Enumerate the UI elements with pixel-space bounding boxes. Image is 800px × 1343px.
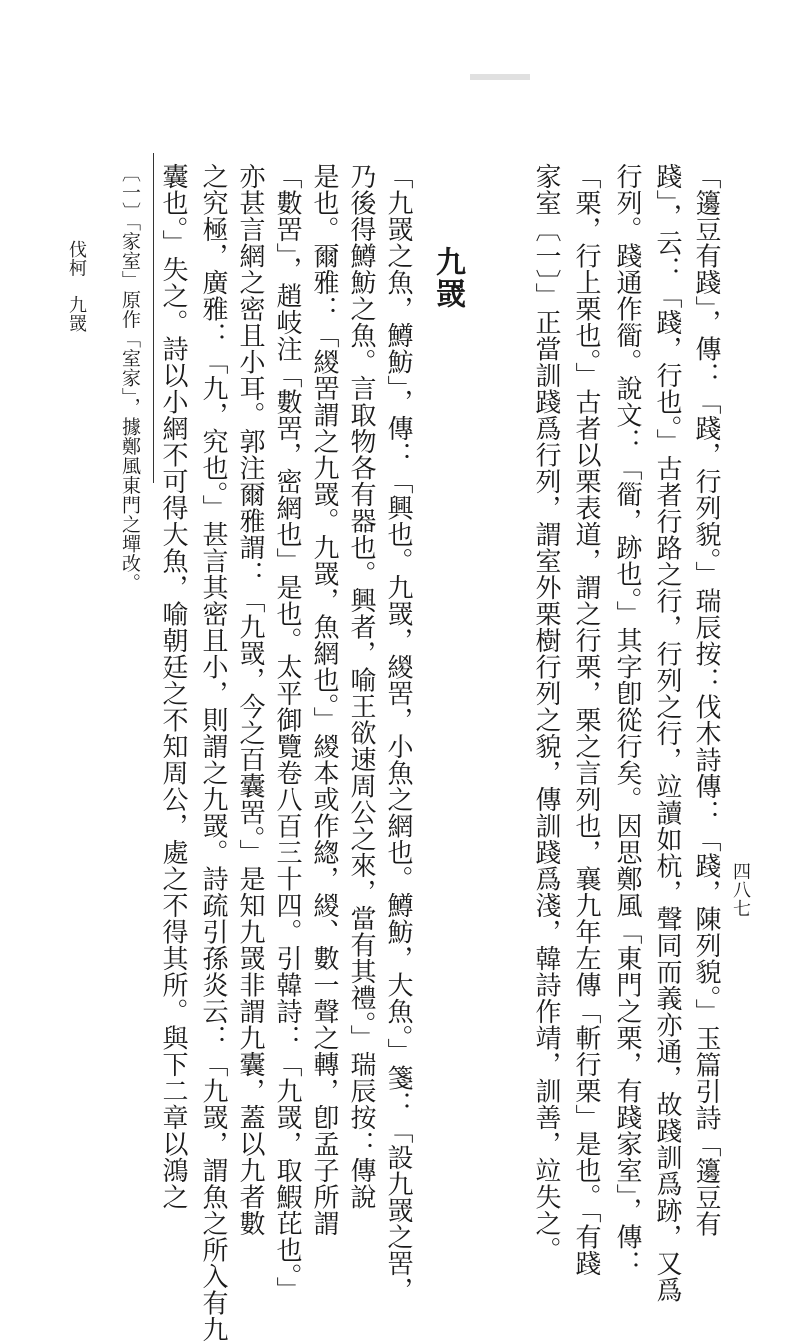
text-column: 亦甚言網之密且小耳。郭注爾雅謂：「九罭，今之百囊罟。」是知九罭非謂九囊，蓋以九者數 [235,163,265,1237]
text-column: 乃後得鱒魴之魚。言取物各有器也。興者，喻王欲速周公之來，當有其禮。」瑞辰按：傳說 [346,163,376,1210]
footnote: 〔一〕「家室」原作「室家」，據鄭風東門之墠改。 [119,163,141,593]
text-column: 「數罟」，趙岐注「數罟，密網也」是也。太平御覽卷八百三十四。引韓詩：「九罭，取鰕芘也。」 [272,163,302,1303]
running-header: 伐柯 九罭 [66,240,87,333]
footnote-rule [153,153,154,483]
page-number: 四八七 [730,862,751,918]
text-column: 行列。踐通作衟。說文：「衟，跡也。」其字卽從行矣。因思鄭風「東門之栗，有踐家室」，傳： [612,163,642,1277]
text-column: 之究極，廣雅：「九，究也。」甚言其密且小，則謂之九罭。詩疏引孫炎云：「九罭，謂魚之所入有九 [198,163,228,1343]
text-column: 「籩豆有踐」，傳：「踐，行列貌。」瑞辰按：伐木詩傳：「踐，陳列貌。」玉篇引詩「籩豆有 [691,163,721,1237]
text-column: 「栗，行上栗也。」古者以栗表道，謂之行栗，栗之言列也，襄九年左傳「斬行栗」是也。「有踐 [571,163,601,1277]
scan-shadow-top [470,74,530,80]
text-column: 踐」，云：「踐，行也。」古者行路之行，行列之行，竝讀如杭，聲同而義亦通，故踐訓爲跡，又爲 [652,163,682,1303]
text-column: 家室〔一〕」正當訓踐爲行列，謂室外栗樹行列之貌，傳訓踐爲淺，韓詩作靖，訓善，竝失之。 [531,163,561,1263]
text-column: 「九罭之魚，鱒魴」，傳：「興也。九罭，緵罟，小魚之網也。鱒魴，大魚。」箋：「設九罭之罟， [383,163,413,1303]
text-column: 是也。爾雅：「緵罟謂之九罭。九罭，魚網也。」緵本或作緫，緵、數一聲之轉，卽孟子所謂 [309,163,339,1237]
text-column: 囊也。」失之。詩以小網不可得大魚，喻朝廷之不知周公，處之不得其所。與下二章以鴻之 [158,163,188,1210]
section-title: 九罭 [430,246,465,310]
